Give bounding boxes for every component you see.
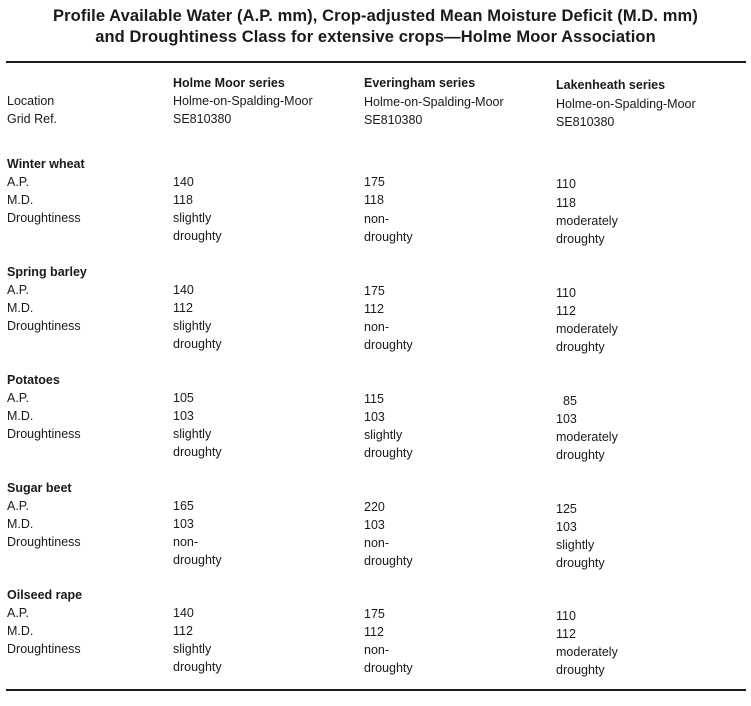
- cell-ap: 115: [364, 392, 384, 406]
- cell-droughtiness-cont: droughty: [556, 340, 605, 354]
- cell-ap: 220: [364, 500, 385, 514]
- cell-droughtiness: non-: [364, 536, 390, 550]
- column-header-lakenheath: Lakenheath series: [556, 78, 666, 92]
- column-header-holme-moor: Holme Moor series: [173, 76, 285, 90]
- cell-droughtiness: non-: [364, 643, 390, 657]
- cell-md: 118: [556, 196, 576, 210]
- row-label-droughtiness: Droughtiness: [7, 642, 81, 656]
- row-label-ap: A.P.: [7, 391, 30, 405]
- row-label-ap: A.P.: [7, 499, 30, 513]
- cell-ap: 140: [173, 175, 194, 189]
- cell-md: 103: [364, 410, 385, 424]
- row-label-droughtiness: Droughtiness: [7, 427, 81, 441]
- cell-md: 118: [173, 193, 193, 207]
- cell-droughtiness: moderately: [556, 430, 618, 444]
- cell-droughtiness-cont: droughty: [556, 448, 605, 462]
- cell-droughtiness: slightly: [173, 642, 212, 656]
- row-label-md: M.D.: [7, 301, 34, 315]
- cell-ap: 175: [364, 175, 385, 189]
- cell-ap: 85: [563, 394, 577, 408]
- cell-droughtiness: moderately: [556, 322, 618, 336]
- cell-ap: 110: [556, 609, 576, 623]
- cell-droughtiness-cont: droughty: [556, 232, 605, 246]
- column-location-everingham: Holme-on-Spalding-Moor: [364, 95, 504, 109]
- cell-md: 112: [173, 301, 193, 315]
- location-label: Location: [7, 94, 55, 108]
- cell-droughtiness: slightly: [364, 428, 403, 442]
- row-label-md: M.D.: [7, 624, 34, 638]
- row-label-droughtiness: Droughtiness: [7, 211, 81, 225]
- bottom-rule: [6, 689, 746, 691]
- cell-ap: 110: [556, 177, 576, 191]
- cell-ap: 110: [556, 286, 576, 300]
- cell-md: 112: [556, 304, 576, 318]
- column-header-everingham: Everingham series: [364, 76, 476, 90]
- crop-name-potatoes: Potatoes: [7, 373, 60, 387]
- cell-droughtiness-cont: droughty: [364, 338, 413, 352]
- cell-droughtiness-cont: droughty: [556, 556, 605, 570]
- cell-md: 112: [364, 625, 384, 639]
- cell-droughtiness-cont: droughty: [364, 661, 413, 675]
- cell-ap: 125: [556, 502, 577, 516]
- cell-droughtiness: slightly: [173, 211, 212, 225]
- cell-md: 112: [173, 624, 193, 638]
- cell-droughtiness: slightly: [173, 319, 212, 333]
- cell-ap: 140: [173, 283, 194, 297]
- cell-droughtiness-cont: droughty: [173, 553, 222, 567]
- cell-droughtiness-cont: droughty: [364, 446, 413, 460]
- crop-name-oilseed-rape: Oilseed rape: [7, 588, 83, 602]
- column-location-holme-moor: Holme-on-Spalding-Moor: [173, 94, 313, 108]
- cell-ap: 165: [173, 499, 194, 513]
- cell-md: 112: [556, 627, 576, 641]
- cell-ap: 175: [364, 284, 385, 298]
- cell-droughtiness-cont: droughty: [173, 660, 222, 674]
- top-rule: [6, 61, 746, 63]
- row-label-ap: A.P.: [7, 606, 30, 620]
- row-label-ap: A.P.: [7, 283, 30, 297]
- table-title-line-2: and Droughtiness Class for extensive crops—Holme Moor Association: [95, 28, 656, 46]
- column-gridref-everingham: SE810380: [364, 113, 423, 127]
- row-label-ap: A.P.: [7, 175, 30, 189]
- cell-droughtiness: slightly: [173, 427, 212, 441]
- column-gridref-lakenheath: SE810380: [556, 115, 615, 129]
- cell-md: 103: [364, 518, 385, 532]
- cell-md: 112: [364, 302, 384, 316]
- cell-droughtiness: non-: [364, 212, 390, 226]
- crop-name-winter-wheat: Winter wheat: [7, 157, 85, 171]
- cell-md: 103: [173, 409, 194, 423]
- column-location-lakenheath: Holme-on-Spalding-Moor: [556, 97, 696, 111]
- cell-droughtiness-cont: droughty: [364, 230, 413, 244]
- row-label-md: M.D.: [7, 409, 34, 423]
- cell-droughtiness: moderately: [556, 645, 618, 659]
- grid-ref-label: Grid Ref.: [7, 112, 58, 126]
- row-label-md: M.D.: [7, 517, 34, 531]
- cell-md: 103: [556, 412, 577, 426]
- cell-droughtiness: moderately: [556, 214, 618, 228]
- cell-md: 103: [556, 520, 577, 534]
- cell-ap: 140: [173, 606, 194, 620]
- cell-droughtiness-cont: droughty: [556, 663, 605, 677]
- row-label-md: M.D.: [7, 193, 34, 207]
- cell-md: 103: [173, 517, 194, 531]
- cell-droughtiness-cont: droughty: [173, 445, 222, 459]
- row-label-droughtiness: Droughtiness: [7, 535, 81, 549]
- table-title-line-1: Profile Available Water (A.P. mm), Crop-adjusted Mean Moisture Deficit (M.D. mm): [53, 7, 698, 25]
- cell-droughtiness-cont: droughty: [173, 337, 222, 351]
- cell-droughtiness: non-: [173, 535, 199, 549]
- crop-name-spring-barley: Spring barley: [7, 265, 87, 279]
- crop-name-sugar-beet: Sugar beet: [7, 481, 72, 495]
- cell-droughtiness: non-: [364, 320, 390, 334]
- cell-ap: 105: [173, 391, 194, 405]
- row-label-droughtiness: Droughtiness: [7, 319, 81, 333]
- cell-droughtiness-cont: droughty: [364, 554, 413, 568]
- cell-droughtiness-cont: droughty: [173, 229, 222, 243]
- cell-droughtiness: slightly: [556, 538, 595, 552]
- cell-ap: 175: [364, 607, 385, 621]
- cell-md: 118: [364, 193, 384, 207]
- column-gridref-holme-moor: SE810380: [173, 112, 232, 126]
